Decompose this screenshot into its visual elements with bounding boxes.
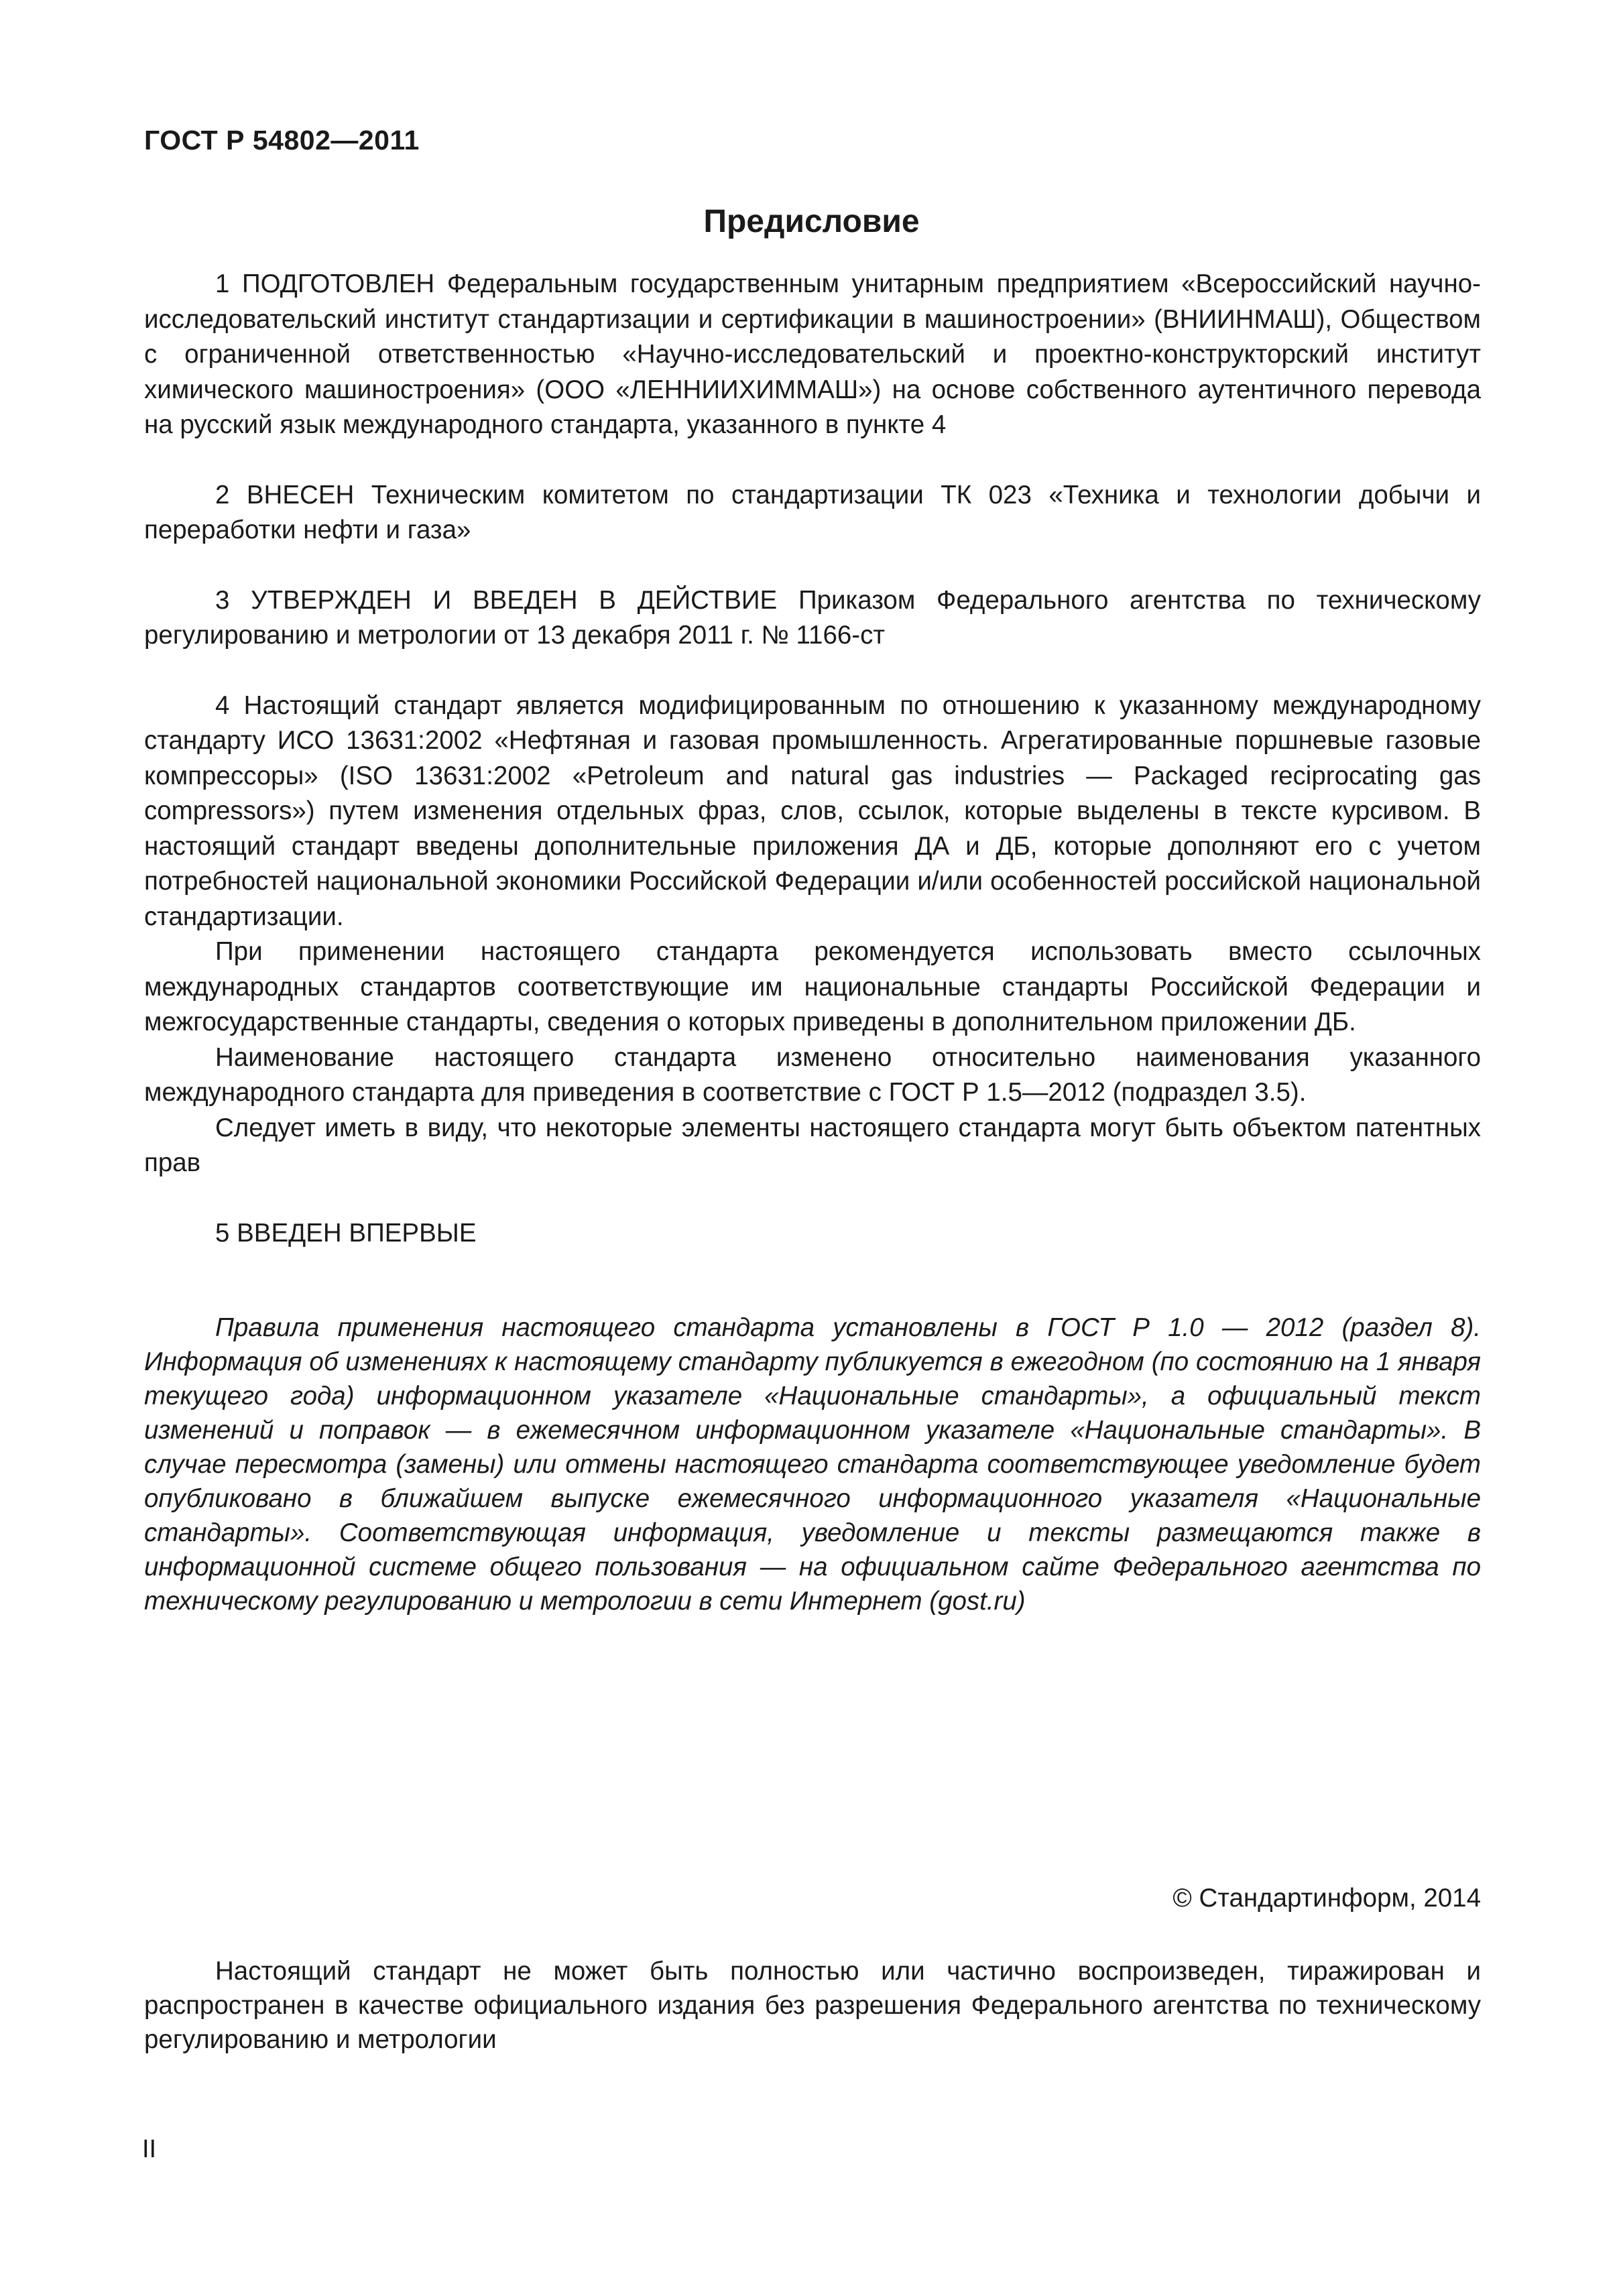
paragraph-prepared: 1 ПОДГОТОВЛЕН Федеральным государственным унитарным предприятием «Всероссийский научно-исследовательский институт стандартизации и сертификации в машиностроении» (ВНИИНМАШ), Обществом с ограниченной ответственностью «Научно-исследовательский и проектно-конструкторский институт химического машиностроения» (ООО «ЛЕННИИХИММАШ») на основе собственного аутентичного перевода на русский язык международного стандарта, указанного в пункте 4 [144,269,1481,439]
application-rules-note [144,1311,1481,1618]
page-title: Предисловие [703,204,920,239]
copyright-line: © Стандартинформ, 2014 [1173,1884,1481,1913]
italic-note-text: Правила применения настоящего стандарта установлены в ГОСТ Р 1.0 — 2012 (раздел 8). Информация об изменениях к настоящему стандарту публикуется в ежегодном (по состоянию на 1 января текущего года) информационном указателе «Национальные стандарты», а официальный текст изменений и поправок — в ежемесячном информационном указателе «Национальные стандарты». В случае пересмотра (замены) или отмены настоящего стандарта соответствующее уведомление будет опубликовано в ближайшем выпуске ежемесячного информационного указателя «Национальные стандарты». Соответствующая информация, уведомление и тексты размещаются также в информационной системе общего пользования — на официальном сайте Федерального агентства по техническому регулированию и метрологии в сети Интернет (gost.ru) [144,1313,1481,1616]
page-number: II [142,2135,157,2163]
paragraph-patent-rights: Следует иметь в виду, что некоторые элементы настоящего стандарта могут быть объектом патентных прав [144,1113,1481,1177]
document-id-header: ГОСТ Р 54802—2011 [144,125,420,156]
paragraph-approved: 3 УТВЕРЖДЕН И ВВЕДЕН В ДЕЙСТВИЕ Приказом Федерального агентства по техническому регулированию и метрологии от 13 декабря 2011 г. № 1166-ст [144,585,1481,650]
preface-body [144,267,1481,1251]
paragraph-introduced: 2 ВНЕСЕН Техническим комитетом по стандартизации ТК 023 «Техника и технологии добычи и переработки нефти и газа» [144,480,1481,544]
notice-text: Настоящий стандарт не может быть полностью или частично воспроизведен, тиражирован и распространен в качестве официального издания без разрешения Федерального агентства по техническому регулированию и метрологии [144,1957,1481,2054]
paragraph-name-change: Наименование настоящего стандарта изменено относительно наименования указанного международного стандарта для приведения в соответствие с ГОСТ Р 1.5—2012 (подраздел 3.5). [144,1042,1481,1107]
paragraph-first-introduced: 5 ВВЕДЕН ВПЕРВЫЕ [215,1218,477,1248]
reproduction-notice [144,1954,1481,2057]
paragraph-reference-standards: При применении настоящего стандарта рекомендуется использовать вместо ссылочных международных стандартов соответствующие им национальные стандарты Российской Федерации и межгосударственные стандарты, сведения о которых приведены в дополнительном приложении ДБ. [144,937,1481,1036]
paragraph-modified-standard: 4 Настоящий стандарт является модифицированным по отношению к указанному международному стандарту ИСО 13631:2002 «Нефтяная и газовая промышленность. Агрегатированные поршневые газовые компрессоры» (ISO 13631:2002 «Petroleum and natural gas industries — Packaged reciprocating gas compressors») путем изменения отдельных фраз, слов, ссылок, которые выделены в тексте курсивом. В настоящий стандарт введены дополнительные приложения ДА и ДБ, которые дополняют его с учетом потребностей национальной экономики Российской Федерации и/или особенностей российской национальной стандартизации. [144,690,1481,931]
